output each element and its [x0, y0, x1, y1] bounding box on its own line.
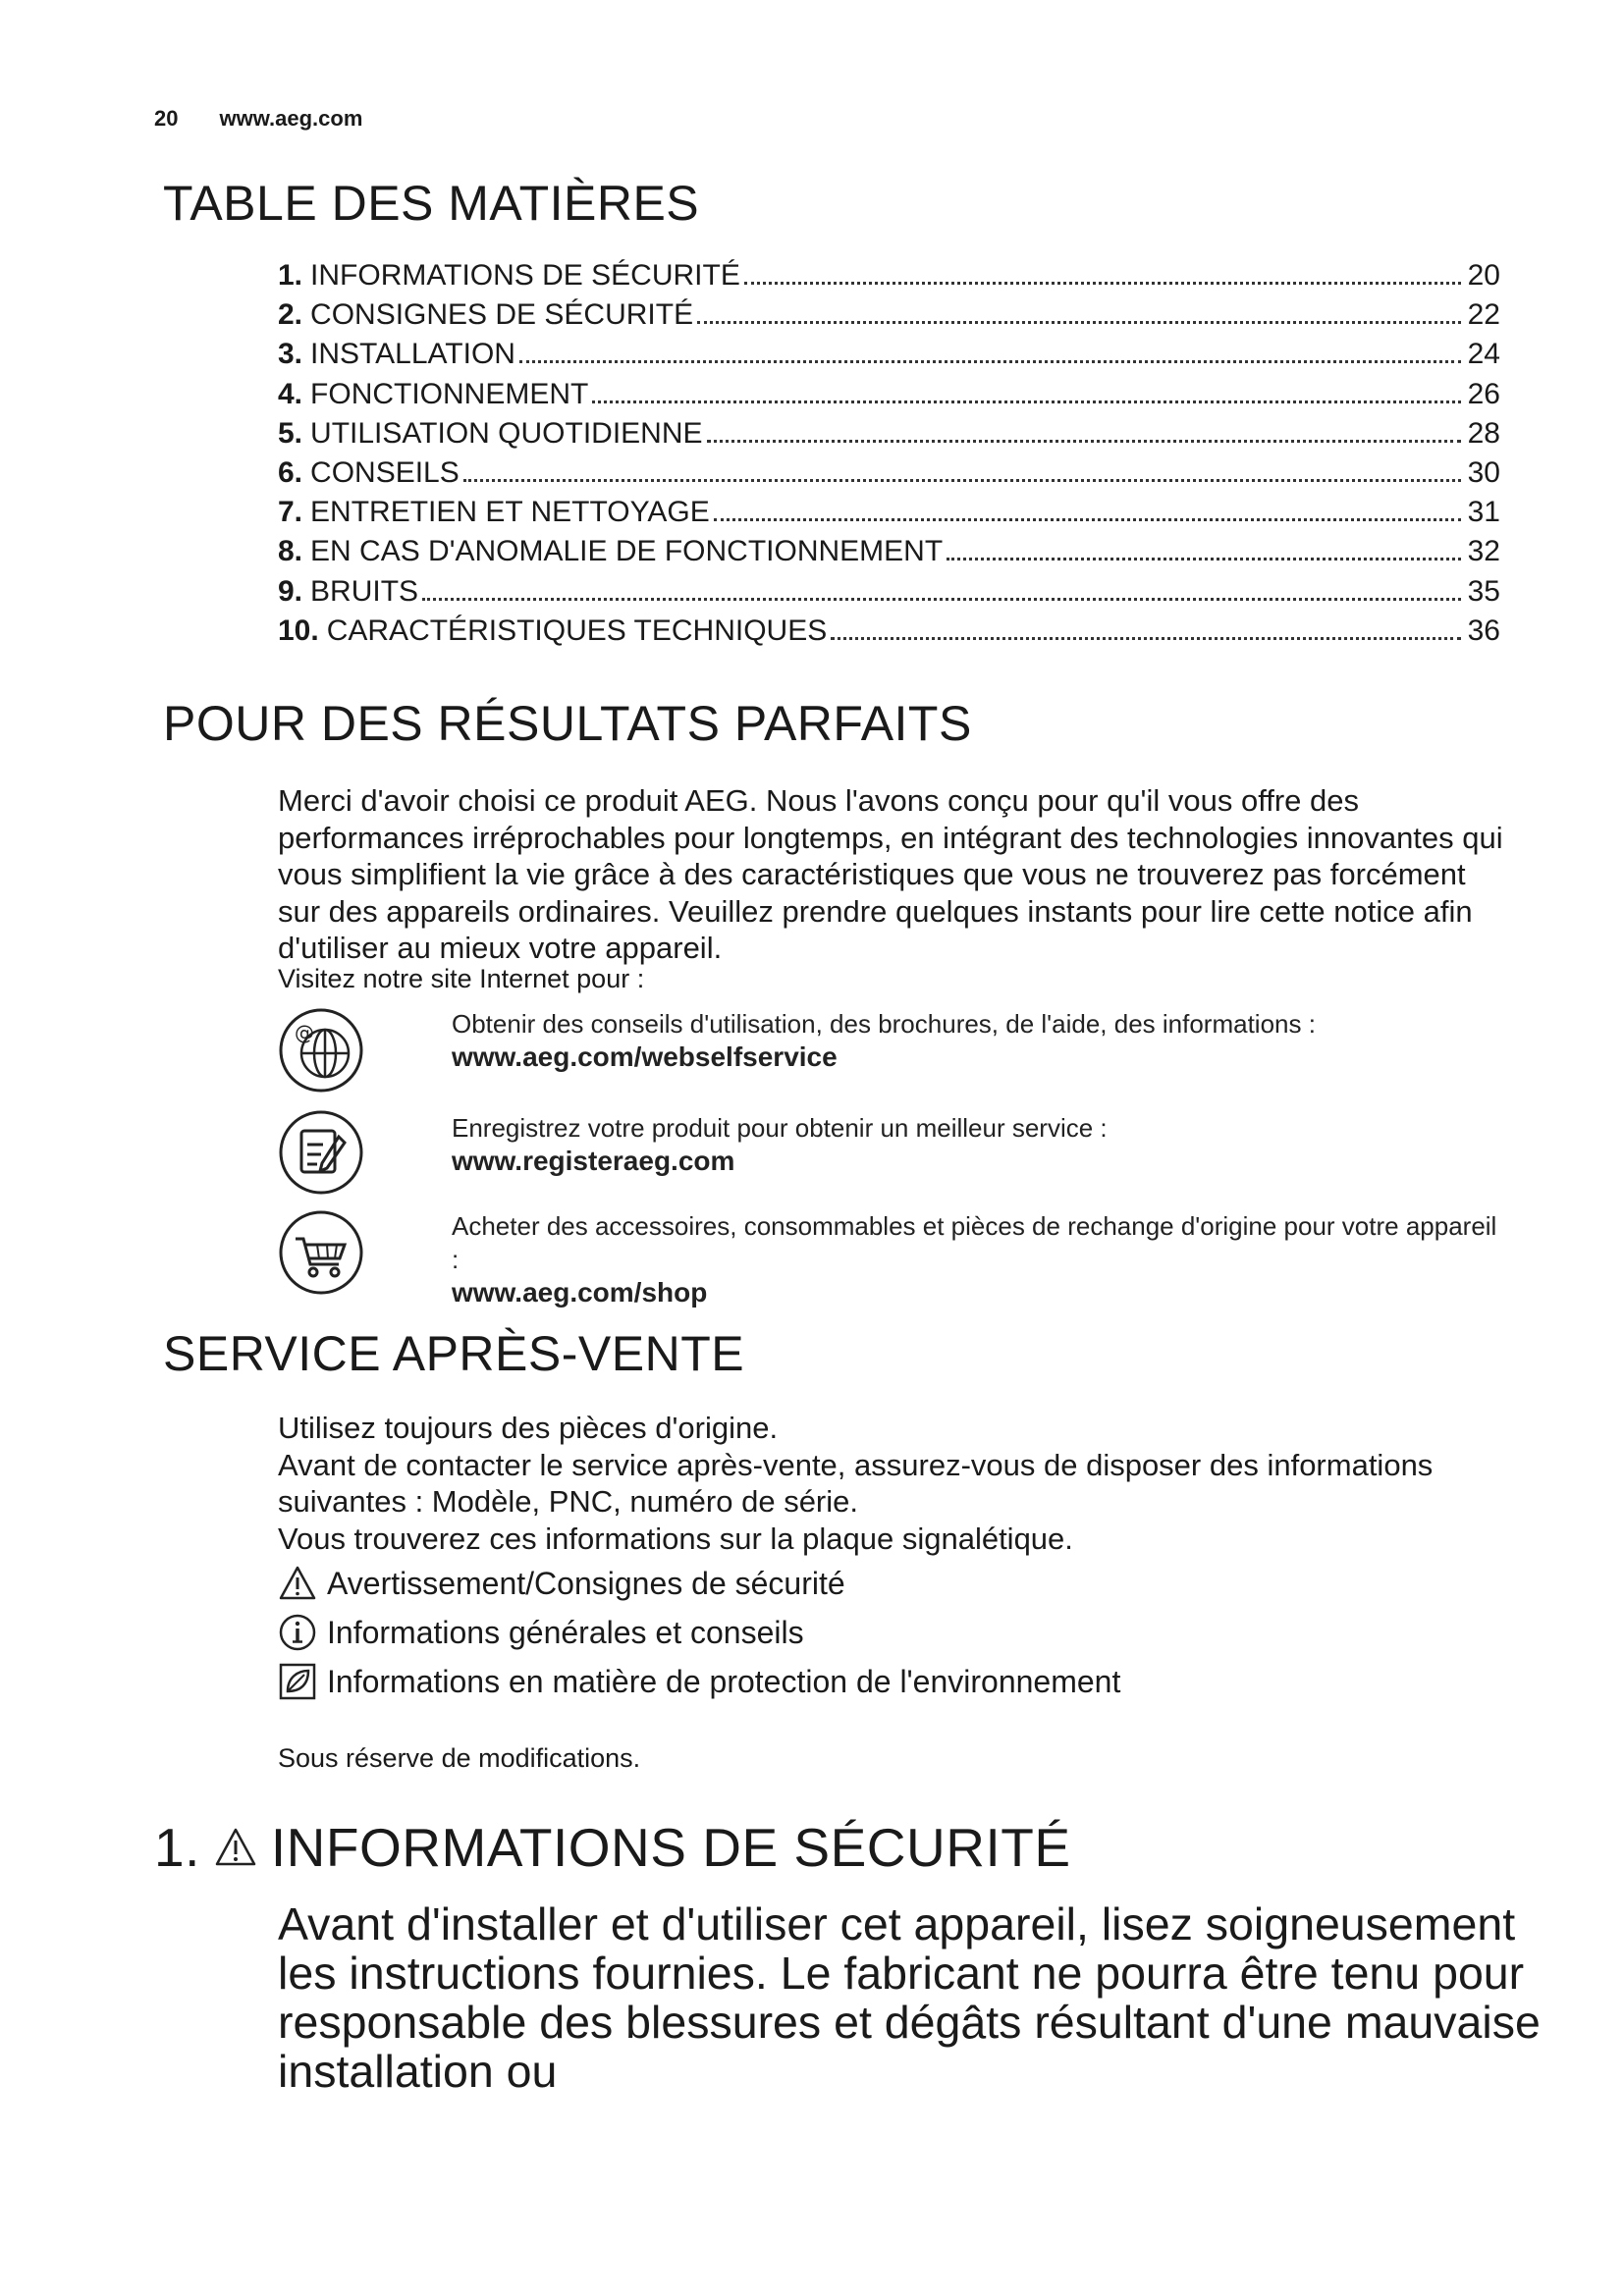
- legend-info-label: Informations générales et conseils: [327, 1614, 804, 1650]
- toc-item[interactable]: [278, 298, 1500, 338]
- toc-dot-leader: [707, 440, 1461, 443]
- toc-item-number: 2.: [278, 298, 303, 332]
- toc-item-label: INFORMATIONS DE SÉCURITÉ: [310, 259, 740, 292]
- toc-item-label: INSTALLATION: [310, 338, 515, 371]
- visit-text: Visitez notre site Internet pour :: [278, 964, 645, 993]
- toc-item-number: 6.: [278, 455, 303, 489]
- toc-item-number: 1.: [278, 259, 303, 292]
- site-url: www.aeg.com: [219, 106, 363, 131]
- shop-description: Acheter des accessoires, consommables et pièces de rechange d'origine pour votre appareil :: [452, 1211, 1497, 1274]
- register-icon: [278, 1109, 364, 1196]
- legend-environment-label: Informations en matière de protection de l'environnement: [327, 1663, 1121, 1699]
- toc-item-number: 10.: [278, 614, 319, 647]
- toc-dot-leader: [831, 637, 1461, 640]
- toc-item[interactable]: [278, 338, 1500, 377]
- toc-item-page: 20: [1467, 259, 1500, 292]
- toc-item-page: 22: [1467, 298, 1500, 332]
- toc-title: TABLE DES MATIÈRES: [163, 176, 700, 231]
- webselfservice-link[interactable]: www.aeg.com/webselfservice: [452, 1041, 838, 1072]
- toc-item-page: 28: [1467, 416, 1500, 450]
- toc-item-number: 3.: [278, 338, 303, 371]
- shopping-cart-icon: [278, 1209, 364, 1296]
- toc-dot-leader: [592, 400, 1461, 403]
- toc-item-label: UTILISATION QUOTIDIENNE: [310, 416, 703, 450]
- toc-dot-leader: [697, 321, 1461, 324]
- register-link[interactable]: www.registeraeg.com: [452, 1146, 735, 1176]
- toc-item[interactable]: [278, 456, 1500, 496]
- modification-note: Sous réserve de modifications.: [278, 1743, 641, 1773]
- service-title: SERVICE APRÈS-VENTE: [163, 1326, 745, 1381]
- toc-item-number: 9.: [278, 574, 303, 608]
- warning-icon: [214, 1827, 257, 1868]
- toc-item[interactable]: [278, 614, 1500, 654]
- globe-icon: [278, 1007, 364, 1094]
- webselfservice-info: [452, 1007, 1316, 1074]
- shop-info: [452, 1209, 1505, 1309]
- toc-item-number: 8.: [278, 535, 303, 568]
- service-paragraph: Utilisez toujours des pièces d'origine. Avant de contacter le service après-vente, assurez-vous de disposer des informations suivantes : Modèle, PNC, numéro de série. Vous trouverez ces informations sur la plaque signalétique.: [278, 1411, 1434, 1556]
- warning-icon: [278, 1564, 317, 1603]
- toc-item[interactable]: [278, 535, 1500, 574]
- table-of-contents: [278, 259, 1500, 654]
- toc-item-page: 32: [1467, 535, 1500, 568]
- toc-item[interactable]: [278, 417, 1500, 456]
- toc-dot-leader: [422, 598, 1461, 601]
- toc-dot-leader: [947, 558, 1461, 561]
- legend-environment: [278, 1662, 1120, 1701]
- toc-dot-leader: [463, 479, 1461, 482]
- toc-item-page: 35: [1467, 574, 1500, 608]
- toc-item[interactable]: [278, 496, 1500, 535]
- toc-item[interactable]: [278, 378, 1500, 417]
- toc-item-label: EN CAS D'ANOMALIE DE FONCTIONNEMENT: [310, 535, 944, 568]
- page-number: 20: [154, 106, 179, 131]
- toc-item-page: 26: [1467, 377, 1500, 410]
- page-header: [154, 106, 362, 132]
- safety-heading: INFORMATIONS DE SÉCURITÉ: [270, 1817, 1071, 1878]
- safety-number: 1.: [154, 1817, 200, 1878]
- toc-item-label: CONSEILS: [310, 455, 460, 489]
- toc-item-page: 31: [1467, 496, 1500, 529]
- toc-item-number: 4.: [278, 377, 303, 410]
- register-info: [452, 1111, 1108, 1178]
- webselfservice-description: Obtenir des conseils d'utilisation, des brochures, de l'aide, des informations :: [452, 1009, 1316, 1039]
- results-paragraph: Merci d'avoir choisi ce produit AEG. Nous l'avons conçu pour qu'il vous offre des performances irréprochables pour longtemps, en intégrant des technologies innovantes qui vous simplifient la vie grâce à des caractéristiques que vous ne trouverez pas forcément sur des appareils ordinaires. Veuillez prendre quelques instants pour lire cette notice afin d'utiliser au mieux votre appareil.: [278, 783, 1503, 965]
- toc-item-label: CONSIGNES DE SÉCURITÉ: [310, 298, 694, 332]
- legend-warning-label: Avertissement/Consignes de sécurité: [327, 1565, 845, 1601]
- legend-info: [278, 1613, 804, 1652]
- toc-item-number: 7.: [278, 496, 303, 529]
- environment-icon: [278, 1662, 317, 1701]
- toc-dot-leader: [744, 282, 1461, 285]
- toc-item-page: 24: [1467, 338, 1500, 371]
- toc-item[interactable]: [278, 575, 1500, 614]
- toc-item[interactable]: [278, 259, 1500, 298]
- toc-item-label: FONCTIONNEMENT: [310, 377, 589, 410]
- toc-item-label: BRUITS: [310, 574, 419, 608]
- shop-link[interactable]: www.aeg.com/shop: [452, 1277, 708, 1308]
- info-icon: [278, 1613, 317, 1652]
- legend-warning: [278, 1564, 845, 1603]
- toc-item-label: CARACTÉRISTIQUES TECHNIQUES: [326, 614, 828, 647]
- svg-text:@: @: [295, 1021, 314, 1044]
- toc-item-number: 5.: [278, 416, 303, 450]
- safety-title: [154, 1816, 1071, 1879]
- toc-item-page: 36: [1467, 614, 1500, 647]
- toc-dot-leader: [519, 360, 1461, 363]
- register-description: Enregistrez votre produit pour obtenir un meilleur service :: [452, 1113, 1108, 1143]
- toc-dot-leader: [714, 518, 1461, 521]
- safety-intro: Avant d'installer et d'utiliser cet appareil, lisez soigneusement les instructions fournies. Le fabricant ne pourra être tenu pour responsable des blessures et dégâts résultant d'une mauvaise installation ou: [278, 1898, 1541, 2097]
- toc-item-page: 30: [1467, 455, 1500, 489]
- toc-item-label: ENTRETIEN ET NETTOYAGE: [310, 496, 710, 529]
- results-title: POUR DES RÉSULTATS PARFAITS: [163, 696, 972, 751]
